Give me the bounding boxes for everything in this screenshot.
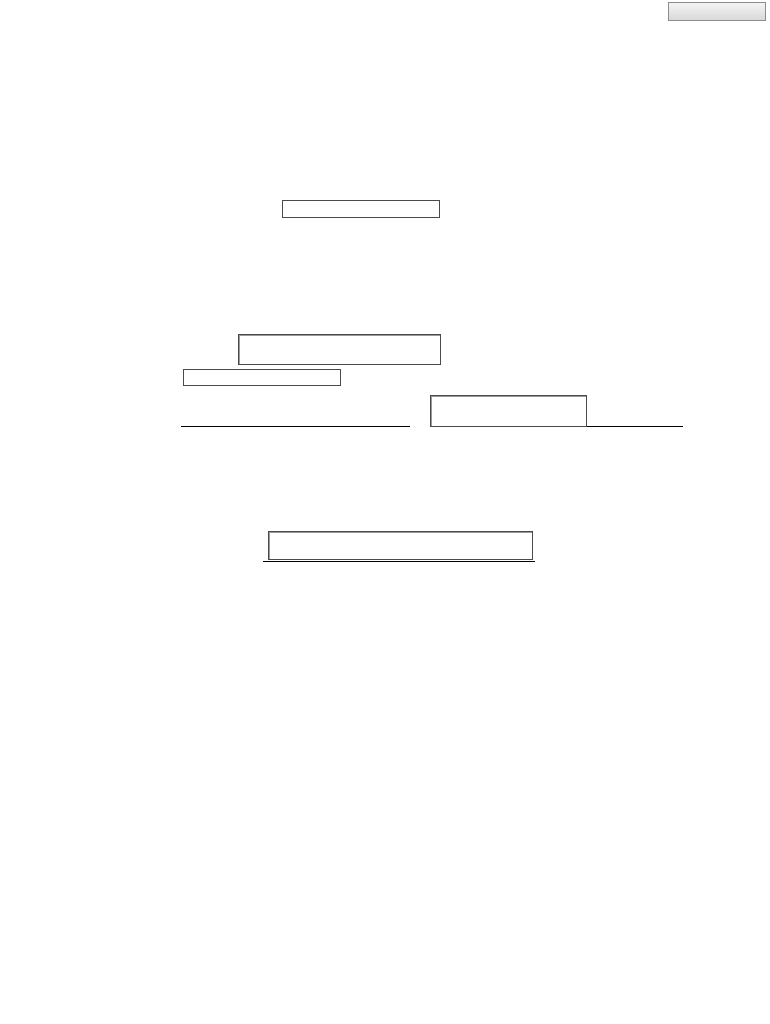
department-field[interactable] (183, 369, 341, 386)
date-field[interactable] (430, 395, 587, 427)
dates-attending-field[interactable] (282, 200, 440, 218)
date-line (587, 426, 683, 427)
food-underline (263, 561, 535, 562)
faculty-name-field[interactable] (238, 334, 441, 365)
special-food-field[interactable] (268, 531, 533, 560)
signature-line (181, 426, 410, 427)
